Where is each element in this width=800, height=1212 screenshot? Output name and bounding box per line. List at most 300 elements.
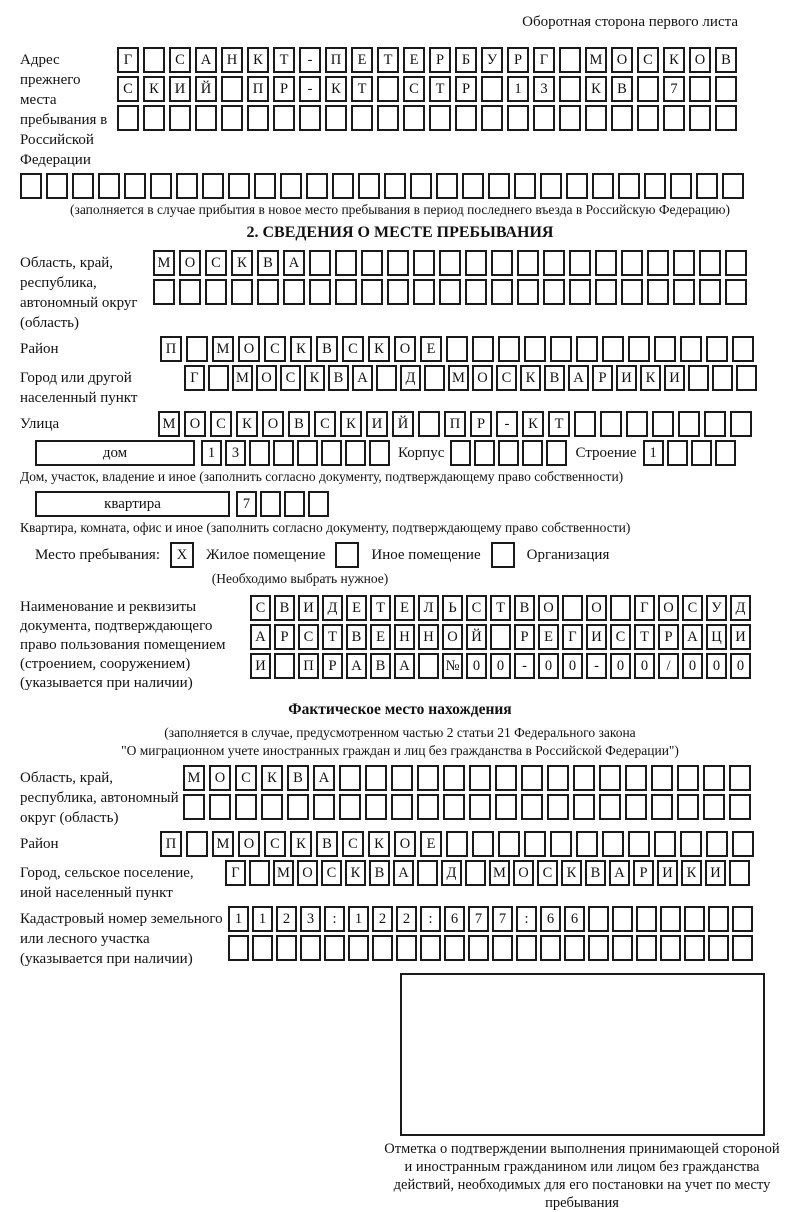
char-box[interactable]: - — [496, 411, 518, 437]
char-box[interactable]: К — [368, 336, 390, 362]
char-box[interactable] — [186, 336, 208, 362]
char-box[interactable] — [621, 250, 643, 276]
char-box[interactable] — [391, 765, 413, 791]
char-box[interactable]: Р — [274, 624, 295, 650]
char-box[interactable] — [647, 279, 669, 305]
char-box[interactable]: Р — [633, 860, 654, 886]
char-box[interactable]: О — [297, 860, 318, 886]
char-box[interactable] — [677, 794, 699, 820]
char-box[interactable] — [418, 411, 440, 437]
char-box[interactable]: К — [231, 250, 253, 276]
char-box[interactable] — [324, 935, 345, 961]
char-box[interactable]: В — [585, 860, 606, 886]
char-box[interactable]: О — [256, 365, 277, 391]
char-box[interactable]: С — [321, 860, 342, 886]
char-box[interactable]: 6 — [540, 906, 561, 932]
char-box[interactable]: С — [466, 595, 487, 621]
char-box[interactable] — [498, 440, 519, 466]
char-box[interactable]: Т — [548, 411, 570, 437]
char-box[interactable]: : — [516, 906, 537, 932]
char-box[interactable] — [725, 250, 747, 276]
char-box[interactable] — [468, 935, 489, 961]
char-box[interactable] — [540, 173, 562, 199]
char-box[interactable]: И — [250, 653, 271, 679]
char-box[interactable] — [516, 935, 537, 961]
char-box[interactable] — [498, 831, 520, 857]
char-box[interactable] — [569, 279, 591, 305]
char-box[interactable] — [418, 653, 439, 679]
char-box[interactable]: В — [715, 47, 737, 73]
char-box[interactable] — [283, 279, 305, 305]
char-box[interactable] — [377, 76, 399, 102]
char-box[interactable] — [562, 595, 583, 621]
char-box[interactable] — [673, 250, 695, 276]
char-box[interactable] — [517, 250, 539, 276]
char-box[interactable] — [533, 105, 555, 131]
char-box[interactable] — [247, 105, 269, 131]
char-box[interactable] — [708, 906, 729, 932]
char-box[interactable] — [351, 105, 373, 131]
char-box[interactable] — [495, 794, 517, 820]
char-box[interactable]: У — [706, 595, 727, 621]
char-box[interactable] — [228, 935, 249, 961]
char-box[interactable]: Е — [403, 47, 425, 73]
char-box[interactable] — [436, 173, 458, 199]
char-box[interactable]: С — [250, 595, 271, 621]
char-box[interactable] — [491, 279, 513, 305]
char-box[interactable] — [169, 105, 191, 131]
char-box[interactable]: И — [169, 76, 191, 102]
char-box[interactable]: 6 — [444, 906, 465, 932]
char-box[interactable] — [387, 250, 409, 276]
checkbox-other-premises[interactable] — [335, 542, 359, 568]
char-box[interactable]: 2 — [276, 906, 297, 932]
char-box[interactable] — [417, 794, 439, 820]
char-box[interactable]: В — [288, 411, 310, 437]
char-box[interactable]: Д — [441, 860, 462, 886]
char-box[interactable] — [521, 765, 543, 791]
char-box[interactable] — [387, 279, 409, 305]
char-box[interactable] — [651, 794, 673, 820]
char-box[interactable] — [481, 105, 503, 131]
char-box[interactable]: К — [325, 76, 347, 102]
char-box[interactable] — [618, 173, 640, 199]
char-box[interactable]: Е — [346, 595, 367, 621]
char-box[interactable] — [396, 935, 417, 961]
char-box[interactable] — [469, 765, 491, 791]
char-box[interactable]: М — [158, 411, 180, 437]
char-box[interactable]: 1 — [507, 76, 529, 102]
char-box[interactable]: / — [658, 653, 679, 679]
char-box[interactable] — [335, 250, 357, 276]
char-box[interactable] — [689, 105, 711, 131]
char-box[interactable] — [231, 279, 253, 305]
char-box[interactable] — [691, 440, 712, 466]
char-box[interactable] — [540, 935, 561, 961]
char-box[interactable] — [488, 173, 510, 199]
char-box[interactable] — [410, 173, 432, 199]
char-box[interactable]: М — [212, 831, 234, 857]
char-box[interactable]: 3 — [225, 440, 246, 466]
char-box[interactable]: Н — [221, 47, 243, 73]
char-box[interactable] — [576, 336, 598, 362]
char-box[interactable]: Т — [351, 76, 373, 102]
char-box[interactable] — [413, 279, 435, 305]
char-box[interactable] — [249, 860, 270, 886]
char-box[interactable]: П — [247, 76, 269, 102]
char-box[interactable] — [712, 365, 733, 391]
char-box[interactable]: А — [568, 365, 589, 391]
char-box[interactable]: К — [261, 765, 283, 791]
char-box[interactable] — [610, 595, 631, 621]
char-box[interactable]: К — [663, 47, 685, 73]
char-box[interactable] — [443, 794, 465, 820]
char-box[interactable]: Е — [370, 624, 391, 650]
char-box[interactable] — [688, 365, 709, 391]
char-box[interactable]: О — [442, 624, 463, 650]
char-box[interactable] — [602, 336, 624, 362]
char-box[interactable]: В — [274, 595, 295, 621]
char-box[interactable] — [450, 440, 471, 466]
char-box[interactable] — [703, 794, 725, 820]
char-box[interactable]: - — [299, 47, 321, 73]
char-box[interactable]: А — [250, 624, 271, 650]
char-box[interactable]: К — [340, 411, 362, 437]
char-box[interactable]: Е — [394, 595, 415, 621]
char-box[interactable]: И — [730, 624, 751, 650]
char-box[interactable] — [444, 935, 465, 961]
char-box[interactable] — [498, 336, 520, 362]
char-box[interactable]: Т — [370, 595, 391, 621]
char-box[interactable]: К — [143, 76, 165, 102]
char-box[interactable]: В — [316, 336, 338, 362]
char-box[interactable]: Г — [634, 595, 655, 621]
char-box[interactable]: П — [160, 831, 182, 857]
char-box[interactable] — [176, 173, 198, 199]
char-box[interactable] — [221, 105, 243, 131]
char-box[interactable]: 1 — [201, 440, 222, 466]
char-box[interactable] — [621, 279, 643, 305]
char-box[interactable] — [559, 76, 581, 102]
char-box[interactable] — [299, 105, 321, 131]
char-box[interactable]: С — [537, 860, 558, 886]
char-box[interactable] — [651, 765, 673, 791]
char-box[interactable]: М — [183, 765, 205, 791]
char-box[interactable] — [403, 105, 425, 131]
char-box[interactable] — [559, 105, 581, 131]
char-box[interactable] — [361, 250, 383, 276]
char-box[interactable] — [280, 173, 302, 199]
char-box[interactable]: 7 — [663, 76, 685, 102]
char-box[interactable]: К — [304, 365, 325, 391]
char-box[interactable]: П — [298, 653, 319, 679]
char-box[interactable] — [543, 279, 565, 305]
char-box[interactable] — [424, 365, 445, 391]
char-box[interactable]: А — [394, 653, 415, 679]
char-box[interactable] — [725, 279, 747, 305]
char-box[interactable] — [369, 440, 390, 466]
char-box[interactable] — [143, 105, 165, 131]
char-box[interactable]: Й — [392, 411, 414, 437]
char-box[interactable]: Т — [273, 47, 295, 73]
char-box[interactable]: Е — [420, 831, 442, 857]
char-box[interactable] — [284, 491, 305, 517]
char-box[interactable] — [455, 105, 477, 131]
char-box[interactable] — [205, 279, 227, 305]
char-box[interactable] — [547, 765, 569, 791]
char-box[interactable] — [612, 906, 633, 932]
char-box[interactable] — [202, 173, 224, 199]
char-box[interactable]: 1 — [252, 906, 273, 932]
char-box[interactable]: К — [290, 831, 312, 857]
char-box[interactable] — [680, 831, 702, 857]
char-box[interactable] — [602, 831, 624, 857]
char-box[interactable] — [474, 440, 495, 466]
char-box[interactable] — [547, 794, 569, 820]
char-box[interactable]: 0 — [466, 653, 487, 679]
char-box[interactable]: Г — [533, 47, 555, 73]
char-box[interactable] — [300, 935, 321, 961]
char-box[interactable] — [566, 173, 588, 199]
char-box[interactable] — [524, 831, 546, 857]
char-box[interactable] — [699, 250, 721, 276]
char-box[interactable] — [417, 860, 438, 886]
char-box[interactable]: 2 — [372, 906, 393, 932]
char-box[interactable] — [637, 76, 659, 102]
char-box[interactable] — [492, 935, 513, 961]
char-box[interactable]: Н — [394, 624, 415, 650]
char-box[interactable] — [569, 250, 591, 276]
char-box[interactable] — [365, 794, 387, 820]
char-box[interactable]: С — [280, 365, 301, 391]
char-box[interactable]: Р — [514, 624, 535, 650]
char-box[interactable]: С — [496, 365, 517, 391]
char-box[interactable]: Р — [429, 47, 451, 73]
char-box[interactable]: 0 — [730, 653, 751, 679]
char-box[interactable] — [273, 440, 294, 466]
char-box[interactable]: Е — [538, 624, 559, 650]
char-box[interactable]: М — [153, 250, 175, 276]
char-box[interactable] — [469, 794, 491, 820]
char-box[interactable] — [153, 279, 175, 305]
char-box[interactable]: Д — [322, 595, 343, 621]
char-box[interactable]: 1 — [643, 440, 664, 466]
char-box[interactable]: К — [290, 336, 312, 362]
char-box[interactable] — [704, 411, 726, 437]
char-box[interactable] — [72, 173, 94, 199]
char-box[interactable]: П — [325, 47, 347, 73]
char-box[interactable]: П — [444, 411, 466, 437]
char-box[interactable]: Т — [429, 76, 451, 102]
char-box[interactable]: А — [352, 365, 373, 391]
char-box[interactable] — [321, 440, 342, 466]
char-box[interactable]: О — [513, 860, 534, 886]
char-box[interactable] — [689, 76, 711, 102]
char-box[interactable] — [195, 105, 217, 131]
char-box[interactable] — [678, 411, 700, 437]
char-box[interactable]: 7 — [492, 906, 513, 932]
char-box[interactable]: Й — [466, 624, 487, 650]
char-box[interactable] — [384, 173, 406, 199]
char-box[interactable] — [576, 831, 598, 857]
char-box[interactable] — [585, 105, 607, 131]
char-box[interactable]: 0 — [706, 653, 727, 679]
char-box[interactable] — [732, 906, 753, 932]
char-box[interactable]: Г — [562, 624, 583, 650]
char-box[interactable]: С — [264, 336, 286, 362]
char-box[interactable] — [345, 440, 366, 466]
char-box[interactable] — [677, 765, 699, 791]
char-box[interactable] — [235, 794, 257, 820]
char-box[interactable]: 0 — [610, 653, 631, 679]
char-box[interactable] — [670, 173, 692, 199]
char-box[interactable]: С — [314, 411, 336, 437]
char-box[interactable] — [124, 173, 146, 199]
char-box[interactable]: - — [586, 653, 607, 679]
char-box[interactable] — [680, 336, 702, 362]
char-box[interactable]: К — [561, 860, 582, 886]
char-box[interactable]: В — [316, 831, 338, 857]
char-box[interactable]: И — [705, 860, 726, 886]
char-box[interactable] — [472, 336, 494, 362]
char-box[interactable]: С — [403, 76, 425, 102]
char-box[interactable]: 6 — [564, 906, 585, 932]
char-box[interactable] — [439, 250, 461, 276]
char-box[interactable] — [413, 250, 435, 276]
char-box[interactable] — [377, 105, 399, 131]
char-box[interactable] — [732, 336, 754, 362]
char-box[interactable]: : — [420, 906, 441, 932]
char-box[interactable] — [260, 491, 281, 517]
char-box[interactable]: Ь — [442, 595, 463, 621]
char-box[interactable] — [309, 250, 331, 276]
char-box[interactable] — [660, 906, 681, 932]
char-box[interactable]: В — [369, 860, 390, 886]
char-box[interactable] — [626, 411, 648, 437]
char-box[interactable]: В — [544, 365, 565, 391]
char-box[interactable] — [462, 173, 484, 199]
char-box[interactable] — [490, 624, 511, 650]
char-box[interactable] — [491, 250, 513, 276]
char-box[interactable]: 3 — [533, 76, 555, 102]
char-box[interactable]: С — [117, 76, 139, 102]
char-box[interactable]: 1 — [348, 906, 369, 932]
char-box[interactable] — [543, 250, 565, 276]
char-box[interactable] — [612, 935, 633, 961]
char-box[interactable]: И — [586, 624, 607, 650]
char-box[interactable] — [261, 794, 283, 820]
char-box[interactable] — [715, 105, 737, 131]
char-box[interactable] — [443, 765, 465, 791]
char-box[interactable] — [660, 935, 681, 961]
char-box[interactable] — [736, 365, 757, 391]
char-box[interactable] — [625, 794, 647, 820]
char-box[interactable] — [730, 411, 752, 437]
char-box[interactable] — [325, 105, 347, 131]
char-box[interactable] — [376, 365, 397, 391]
char-box[interactable]: В — [346, 624, 367, 650]
char-box[interactable]: 0 — [490, 653, 511, 679]
char-box[interactable] — [465, 860, 486, 886]
char-box[interactable]: О — [538, 595, 559, 621]
char-box[interactable] — [252, 935, 273, 961]
char-box[interactable] — [348, 935, 369, 961]
char-box[interactable] — [365, 765, 387, 791]
char-box[interactable]: 0 — [562, 653, 583, 679]
char-box[interactable]: 0 — [538, 653, 559, 679]
char-box[interactable]: Е — [420, 336, 442, 362]
char-box[interactable]: Р — [658, 624, 679, 650]
char-box[interactable]: 2 — [396, 906, 417, 932]
char-box[interactable]: Т — [377, 47, 399, 73]
char-box[interactable] — [588, 935, 609, 961]
char-box[interactable]: К — [345, 860, 366, 886]
checkbox-organization[interactable] — [491, 542, 515, 568]
char-box[interactable]: В — [257, 250, 279, 276]
char-box[interactable] — [636, 906, 657, 932]
char-box[interactable] — [117, 105, 139, 131]
char-box[interactable]: М — [212, 336, 234, 362]
char-box[interactable] — [446, 336, 468, 362]
char-box[interactable]: В — [514, 595, 535, 621]
char-box[interactable] — [439, 279, 461, 305]
char-box[interactable] — [274, 653, 295, 679]
char-box[interactable]: 1 — [228, 906, 249, 932]
char-box[interactable] — [595, 250, 617, 276]
char-box[interactable]: Д — [400, 365, 421, 391]
char-box[interactable] — [628, 831, 650, 857]
char-box[interactable] — [654, 336, 676, 362]
char-box[interactable]: И — [616, 365, 637, 391]
char-box[interactable] — [249, 440, 270, 466]
char-box[interactable] — [361, 279, 383, 305]
char-box[interactable] — [708, 935, 729, 961]
char-box[interactable] — [465, 250, 487, 276]
char-box[interactable] — [228, 173, 250, 199]
char-box[interactable] — [729, 860, 750, 886]
char-box[interactable]: О — [238, 831, 260, 857]
char-box[interactable] — [417, 765, 439, 791]
char-box[interactable]: Г — [117, 47, 139, 73]
char-box[interactable] — [732, 935, 753, 961]
char-box[interactable]: О — [689, 47, 711, 73]
char-box[interactable]: 0 — [634, 653, 655, 679]
char-box[interactable]: К — [522, 411, 544, 437]
char-box[interactable]: А — [682, 624, 703, 650]
char-box[interactable] — [673, 279, 695, 305]
char-box[interactable] — [208, 365, 229, 391]
char-box[interactable] — [143, 47, 165, 73]
char-box[interactable] — [636, 935, 657, 961]
char-box[interactable]: Б — [455, 47, 477, 73]
char-box[interactable]: А — [609, 860, 630, 886]
char-box[interactable] — [667, 440, 688, 466]
char-box[interactable]: И — [298, 595, 319, 621]
char-box[interactable]: № — [442, 653, 463, 679]
char-box[interactable]: Р — [273, 76, 295, 102]
char-box[interactable]: М — [232, 365, 253, 391]
char-box[interactable] — [472, 831, 494, 857]
char-box[interactable] — [663, 105, 685, 131]
char-box[interactable]: 7 — [236, 491, 257, 517]
char-box[interactable]: А — [346, 653, 367, 679]
char-box[interactable]: К — [236, 411, 258, 437]
char-box[interactable] — [507, 105, 529, 131]
char-box[interactable]: В — [370, 653, 391, 679]
char-box[interactable] — [559, 47, 581, 73]
char-box[interactable] — [628, 336, 650, 362]
char-box[interactable]: Т — [634, 624, 655, 650]
